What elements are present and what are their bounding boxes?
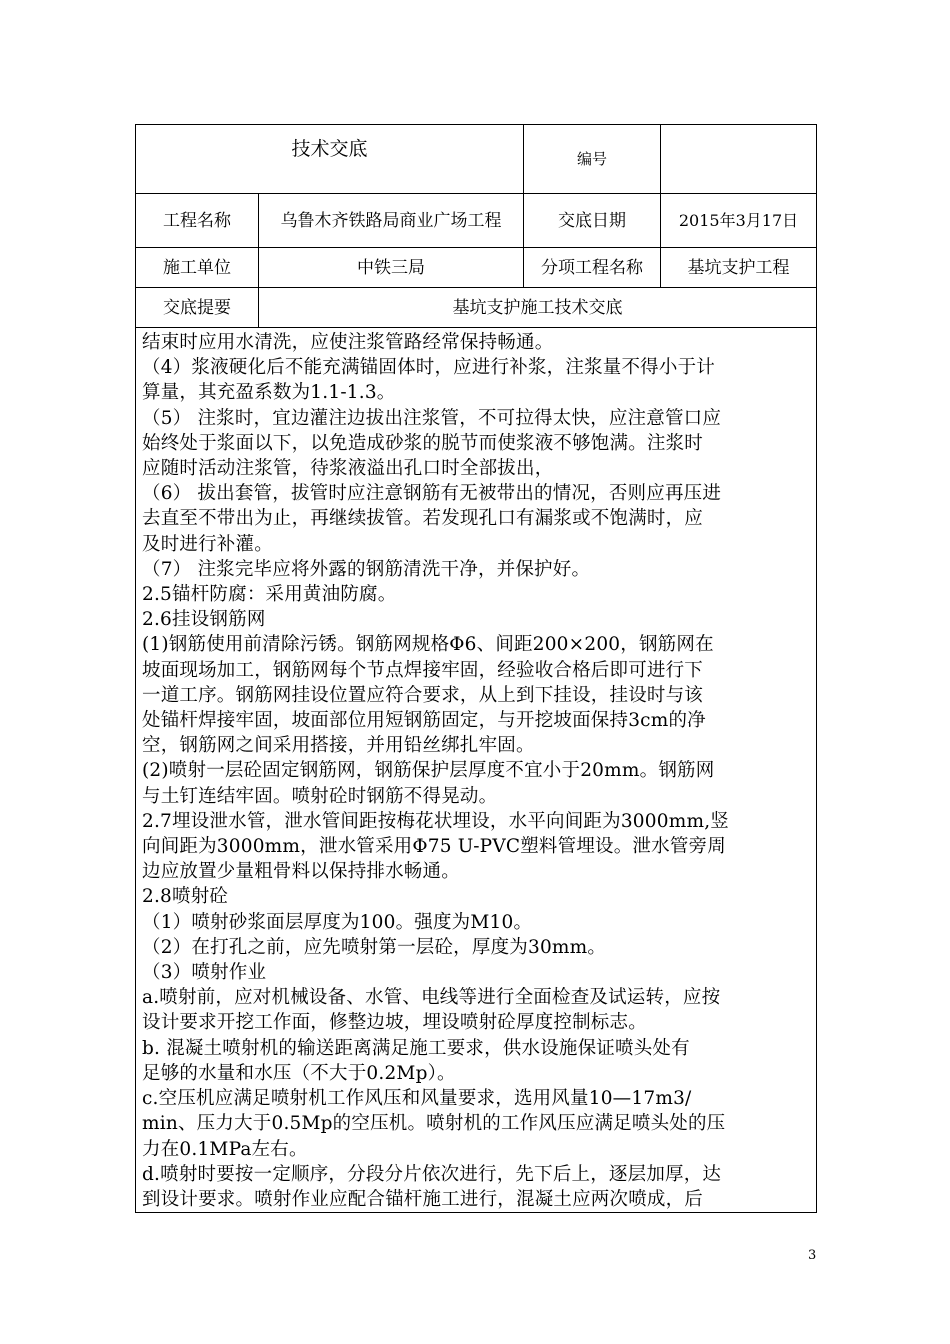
body-line: a.喷射前，应对机械设备、水管、电线等进行全面检查及试运转，应按 xyxy=(142,987,721,1009)
body-line: 到设计要求。喷射作业应配合锚杆施工进行，混凝土应两次喷成，后 xyxy=(142,1188,704,1210)
body-line: （2）在打孔之前，应先喷射第一层砼，厚度为30mm。 xyxy=(142,936,607,958)
body-line: b. 混凝土喷射机的输送距离满足施工要求，供水设施保证喷头处有 xyxy=(142,1037,690,1059)
project-name-text: 乌鲁木齐铁路局商业广场工程 xyxy=(280,210,502,231)
body-line: （1）喷射砂浆面层厚度为100。强度为M10。 xyxy=(142,911,533,933)
body-line: （4）浆液硬化后不能充满锚固体时，应进行补浆，注浆量不得小于计 xyxy=(142,357,715,379)
body-line: 设计要求开挖工作面，修整边坡，埋设喷射砼厚度控制标志。 xyxy=(142,1012,647,1034)
construction-unit-value: 中铁三局 xyxy=(259,248,524,288)
body-line: 向间距为3000mm，泄水管采用Φ75 U-PVC塑料管埋设。泄水管旁周 xyxy=(142,836,726,858)
body-line: 2.5锚杆防腐：采用黄油防腐。 xyxy=(142,584,397,606)
body-line: 与土钉连结牢固。喷射砼时钢筋不得晃动。 xyxy=(142,785,498,807)
body-line: 算量，其充盈系数为1.1-1.3。 xyxy=(142,382,396,404)
disclosure-body xyxy=(136,328,817,1213)
body-line: 2.8喷射砼 xyxy=(142,886,229,908)
body-line: 坡面现场加工，钢筋网每个节点焊接牢固，经验收合格后即可进行下 xyxy=(142,659,704,681)
subproject-name-value: 基坑支护工程 xyxy=(661,248,817,288)
disclosure-date-label: 交底日期 xyxy=(524,194,661,248)
body-line: 2.7埋设泄水管，泄水管间距按梅花状埋设，水平向间距为3000mm,竖 xyxy=(142,810,729,832)
summary-label: 交底提要 xyxy=(136,288,259,328)
body-line: 2.6挂设钢筋网 xyxy=(142,609,266,631)
body-line: (2)喷射一层砼固定钢筋网，钢筋保护层厚度不宜小于20mm。钢筋网 xyxy=(142,760,715,782)
body-line: 去直至不带出为止，再继续拔管。若发现孔口有漏浆或不饱满时，应 xyxy=(142,508,704,530)
number-value xyxy=(661,125,817,194)
body-line: 足够的水量和水压（不大于0.2Mp）。 xyxy=(142,1062,456,1084)
summary-value: 基坑支护施工技术交底 xyxy=(259,288,817,328)
project-name-value xyxy=(259,194,524,248)
disclosure-table xyxy=(135,124,817,1213)
disclosure-date-text: 2015年3月17日 xyxy=(678,210,799,230)
body-line: 应随时活动注浆管，待浆液溢出孔口时全部拔出， xyxy=(142,458,554,480)
construction-unit-label: 施工单位 xyxy=(136,248,259,288)
body-line: 边应放置少量粗骨料以保持排水畅通。 xyxy=(142,861,460,883)
body-line: 处锚杆焊接牢固，坡面部位用短钢筋固定，与开挖坡面保持3cm的净 xyxy=(142,710,706,732)
body-line: （6） 拔出套管，拔管时应注意钢筋有无被带出的情况，否则应再压进 xyxy=(142,483,722,505)
body-line: d.喷射时要按一定顺序，分段分片依次进行，先下后上，逐层加厚，达 xyxy=(142,1163,722,1185)
body-line: 空，钢筋网之间采用搭接，并用铅丝绑扎牢固。 xyxy=(142,735,535,757)
body-line: 结束时应用水清洗，应使注浆管路经常保持畅通。 xyxy=(142,332,554,353)
body-line: 力在0.1MPa左右。 xyxy=(142,1138,308,1160)
body-line: （3）喷射作业 xyxy=(142,962,267,984)
disclosure-date-value xyxy=(661,194,817,248)
project-name-label: 工程名称 xyxy=(136,194,259,248)
body-line: 一道工序。钢筋网挂设位置应符合要求，从上到下挂设，挂设时与该 xyxy=(142,684,704,706)
page-number: 3 xyxy=(808,1248,817,1263)
document-title: 技术交底 xyxy=(136,125,524,194)
body-line: c.空压机应满足喷射机工作风压和风量要求，选用风量10—17m3/ xyxy=(142,1088,692,1110)
body-text xyxy=(142,330,810,1212)
body-line: (1)钢筋使用前清除污锈。钢筋网规格Φ6、间距200×200，钢筋网在 xyxy=(142,634,714,656)
body-line: min、压力大于0.5Mp的空压机。喷射机的工作风压应满足喷头处的压 xyxy=(142,1113,726,1135)
body-line: 及时进行补灌。 xyxy=(142,533,273,555)
body-line: （7） 注浆完毕应将外露的钢筋清洗干净，并保护好。 xyxy=(142,558,591,580)
subproject-name-label: 分项工程名称 xyxy=(524,248,661,288)
body-line: （5） 注浆时，宜边灌注边拔出注浆管，不可拉得太快，应注意管口应 xyxy=(142,407,722,429)
body-line: 始终处于浆面以下，以免造成砂浆的脱节而使浆液不够饱满。注浆时 xyxy=(142,432,704,454)
number-label: 编号 xyxy=(524,125,661,194)
